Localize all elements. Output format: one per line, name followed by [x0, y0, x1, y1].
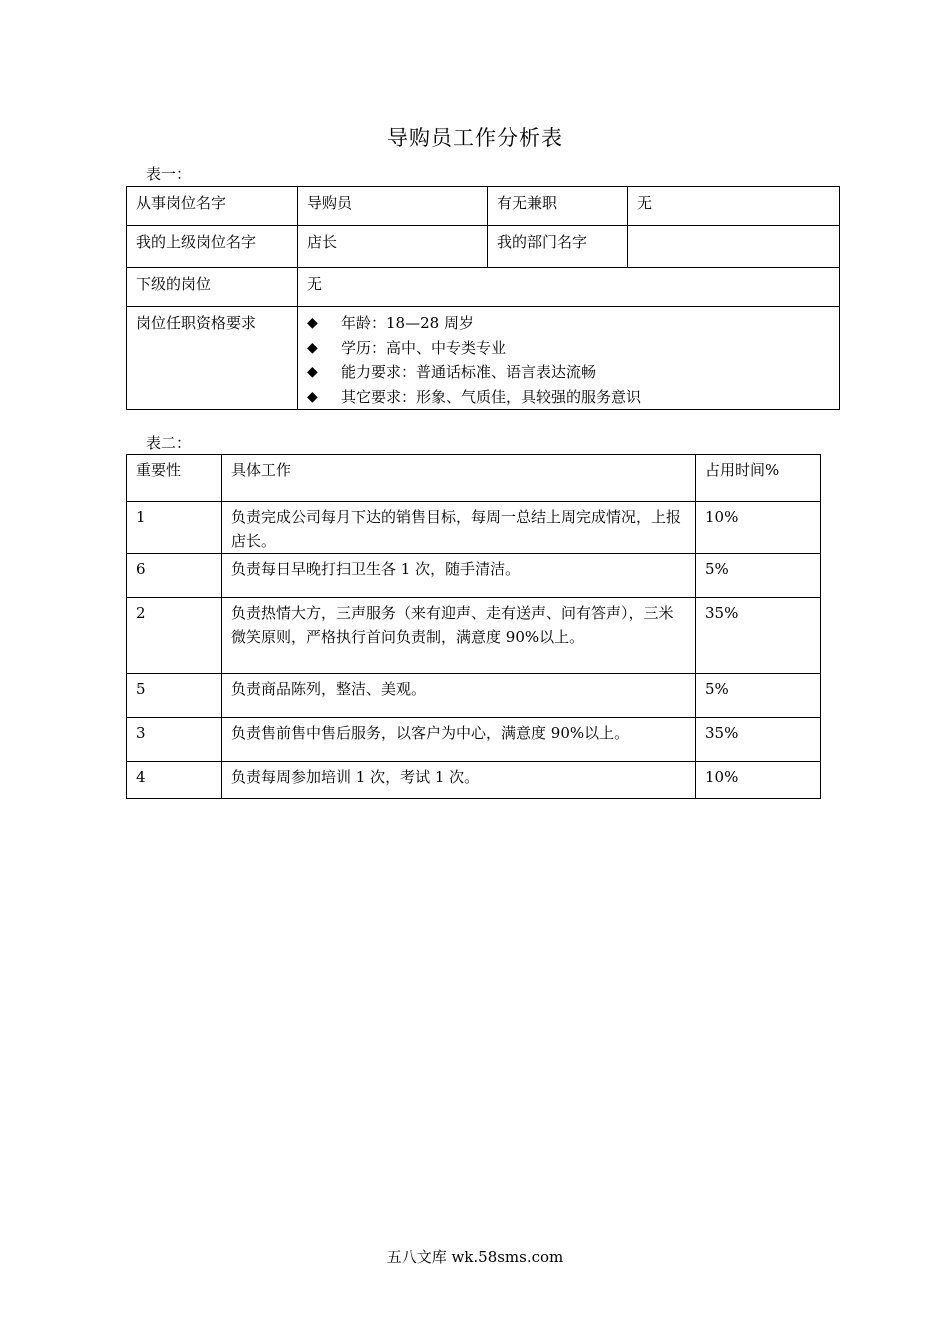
- department-label: 我的部门名字: [488, 226, 628, 268]
- table2-caption: 表二：: [146, 434, 192, 452]
- part-time-value: 无: [628, 187, 840, 226]
- table1-caption: 表一：: [146, 165, 192, 183]
- work-cell: 负责商品陈列，整洁、美观。: [222, 674, 696, 718]
- table-row: [127, 502, 821, 554]
- table-row: [127, 226, 840, 268]
- position-name-label: 从事岗位名字: [127, 187, 298, 226]
- table-row: [127, 762, 821, 799]
- page-title: 导购员工作分析表: [387, 126, 563, 150]
- diamond-bullet-icon: ◆: [307, 339, 318, 356]
- importance-cell: 3: [127, 718, 222, 762]
- qualification-cell: [298, 307, 840, 410]
- diamond-bullet-icon: ◆: [307, 388, 318, 405]
- table-row: [127, 718, 821, 762]
- list-item: [307, 385, 830, 410]
- qualification-ability: 能力要求：普通话标准、语言表达流畅: [341, 363, 597, 381]
- work-cell: 负责完成公司每月下达的销售目标，每周一总结上周完成情况，上报店长。: [222, 502, 696, 554]
- table-header-row: [127, 455, 821, 502]
- list-item: [307, 336, 830, 361]
- position-name-value: 导购员: [298, 187, 488, 226]
- qualification-list: [307, 311, 830, 409]
- diamond-bullet-icon: ◆: [307, 364, 318, 380]
- table-row: [127, 268, 840, 307]
- subordinate-position-value: 无: [298, 268, 840, 307]
- time-cell: 10%: [696, 762, 821, 799]
- importance-cell: 1: [127, 502, 222, 554]
- time-cell: 35%: [696, 718, 821, 762]
- time-cell: 5%: [696, 554, 821, 598]
- header-work: 具体工作: [222, 455, 696, 502]
- job-duties-table: [126, 454, 821, 799]
- table-row: [127, 187, 840, 226]
- table-row: [127, 307, 840, 410]
- list-item: [307, 360, 830, 385]
- importance-cell: 5: [127, 674, 222, 718]
- work-cell: 负责每周参加培训 1 次，考试 1 次。: [222, 762, 696, 799]
- time-cell: 10%: [696, 502, 821, 554]
- header-importance: 重要性: [127, 455, 222, 502]
- job-info-table: [126, 186, 840, 410]
- diamond-bullet-icon: ◆: [307, 315, 318, 331]
- importance-cell: 6: [127, 554, 222, 598]
- work-cell: 负责售前售中售后服务，以客户为中心，满意度 90%以上。: [222, 718, 696, 762]
- table-row: [127, 598, 821, 674]
- superior-position-value: 店长: [298, 226, 488, 268]
- superior-position-label: 我的上级岗位名字: [127, 226, 298, 268]
- qualification-other: 其它要求：形象、气质佳，具较强的服务意识: [341, 387, 642, 406]
- importance-cell: 4: [127, 762, 222, 799]
- qualification-education: 学历：高中、中专类专业: [341, 338, 507, 357]
- subordinate-position-label: 下级的岗位: [127, 268, 298, 307]
- importance-cell: 2: [127, 598, 222, 674]
- qualification-age: 年龄：18—28 周岁: [341, 314, 474, 332]
- list-item: [307, 311, 830, 336]
- table-row: [127, 554, 821, 598]
- time-cell: 5%: [696, 674, 821, 718]
- part-time-label: 有无兼职: [488, 187, 628, 226]
- time-cell: 35%: [696, 598, 821, 674]
- qualification-label: 岗位任职资格要求: [127, 307, 298, 410]
- work-cell: 负责每日早晚打扫卫生各 1 次，随手清洁。: [222, 554, 696, 598]
- footer-watermark: 五八文库 wk.58sms.com: [386, 1248, 564, 1266]
- department-value: [628, 226, 840, 268]
- header-time: 占用时间%: [696, 455, 821, 502]
- table-row: [127, 674, 821, 718]
- work-cell: 负责热情大方，三声服务（来有迎声、走有送声、问有答声），三米微笑原则，严格执行首问负责制，满意度 90%以上。: [222, 598, 696, 674]
